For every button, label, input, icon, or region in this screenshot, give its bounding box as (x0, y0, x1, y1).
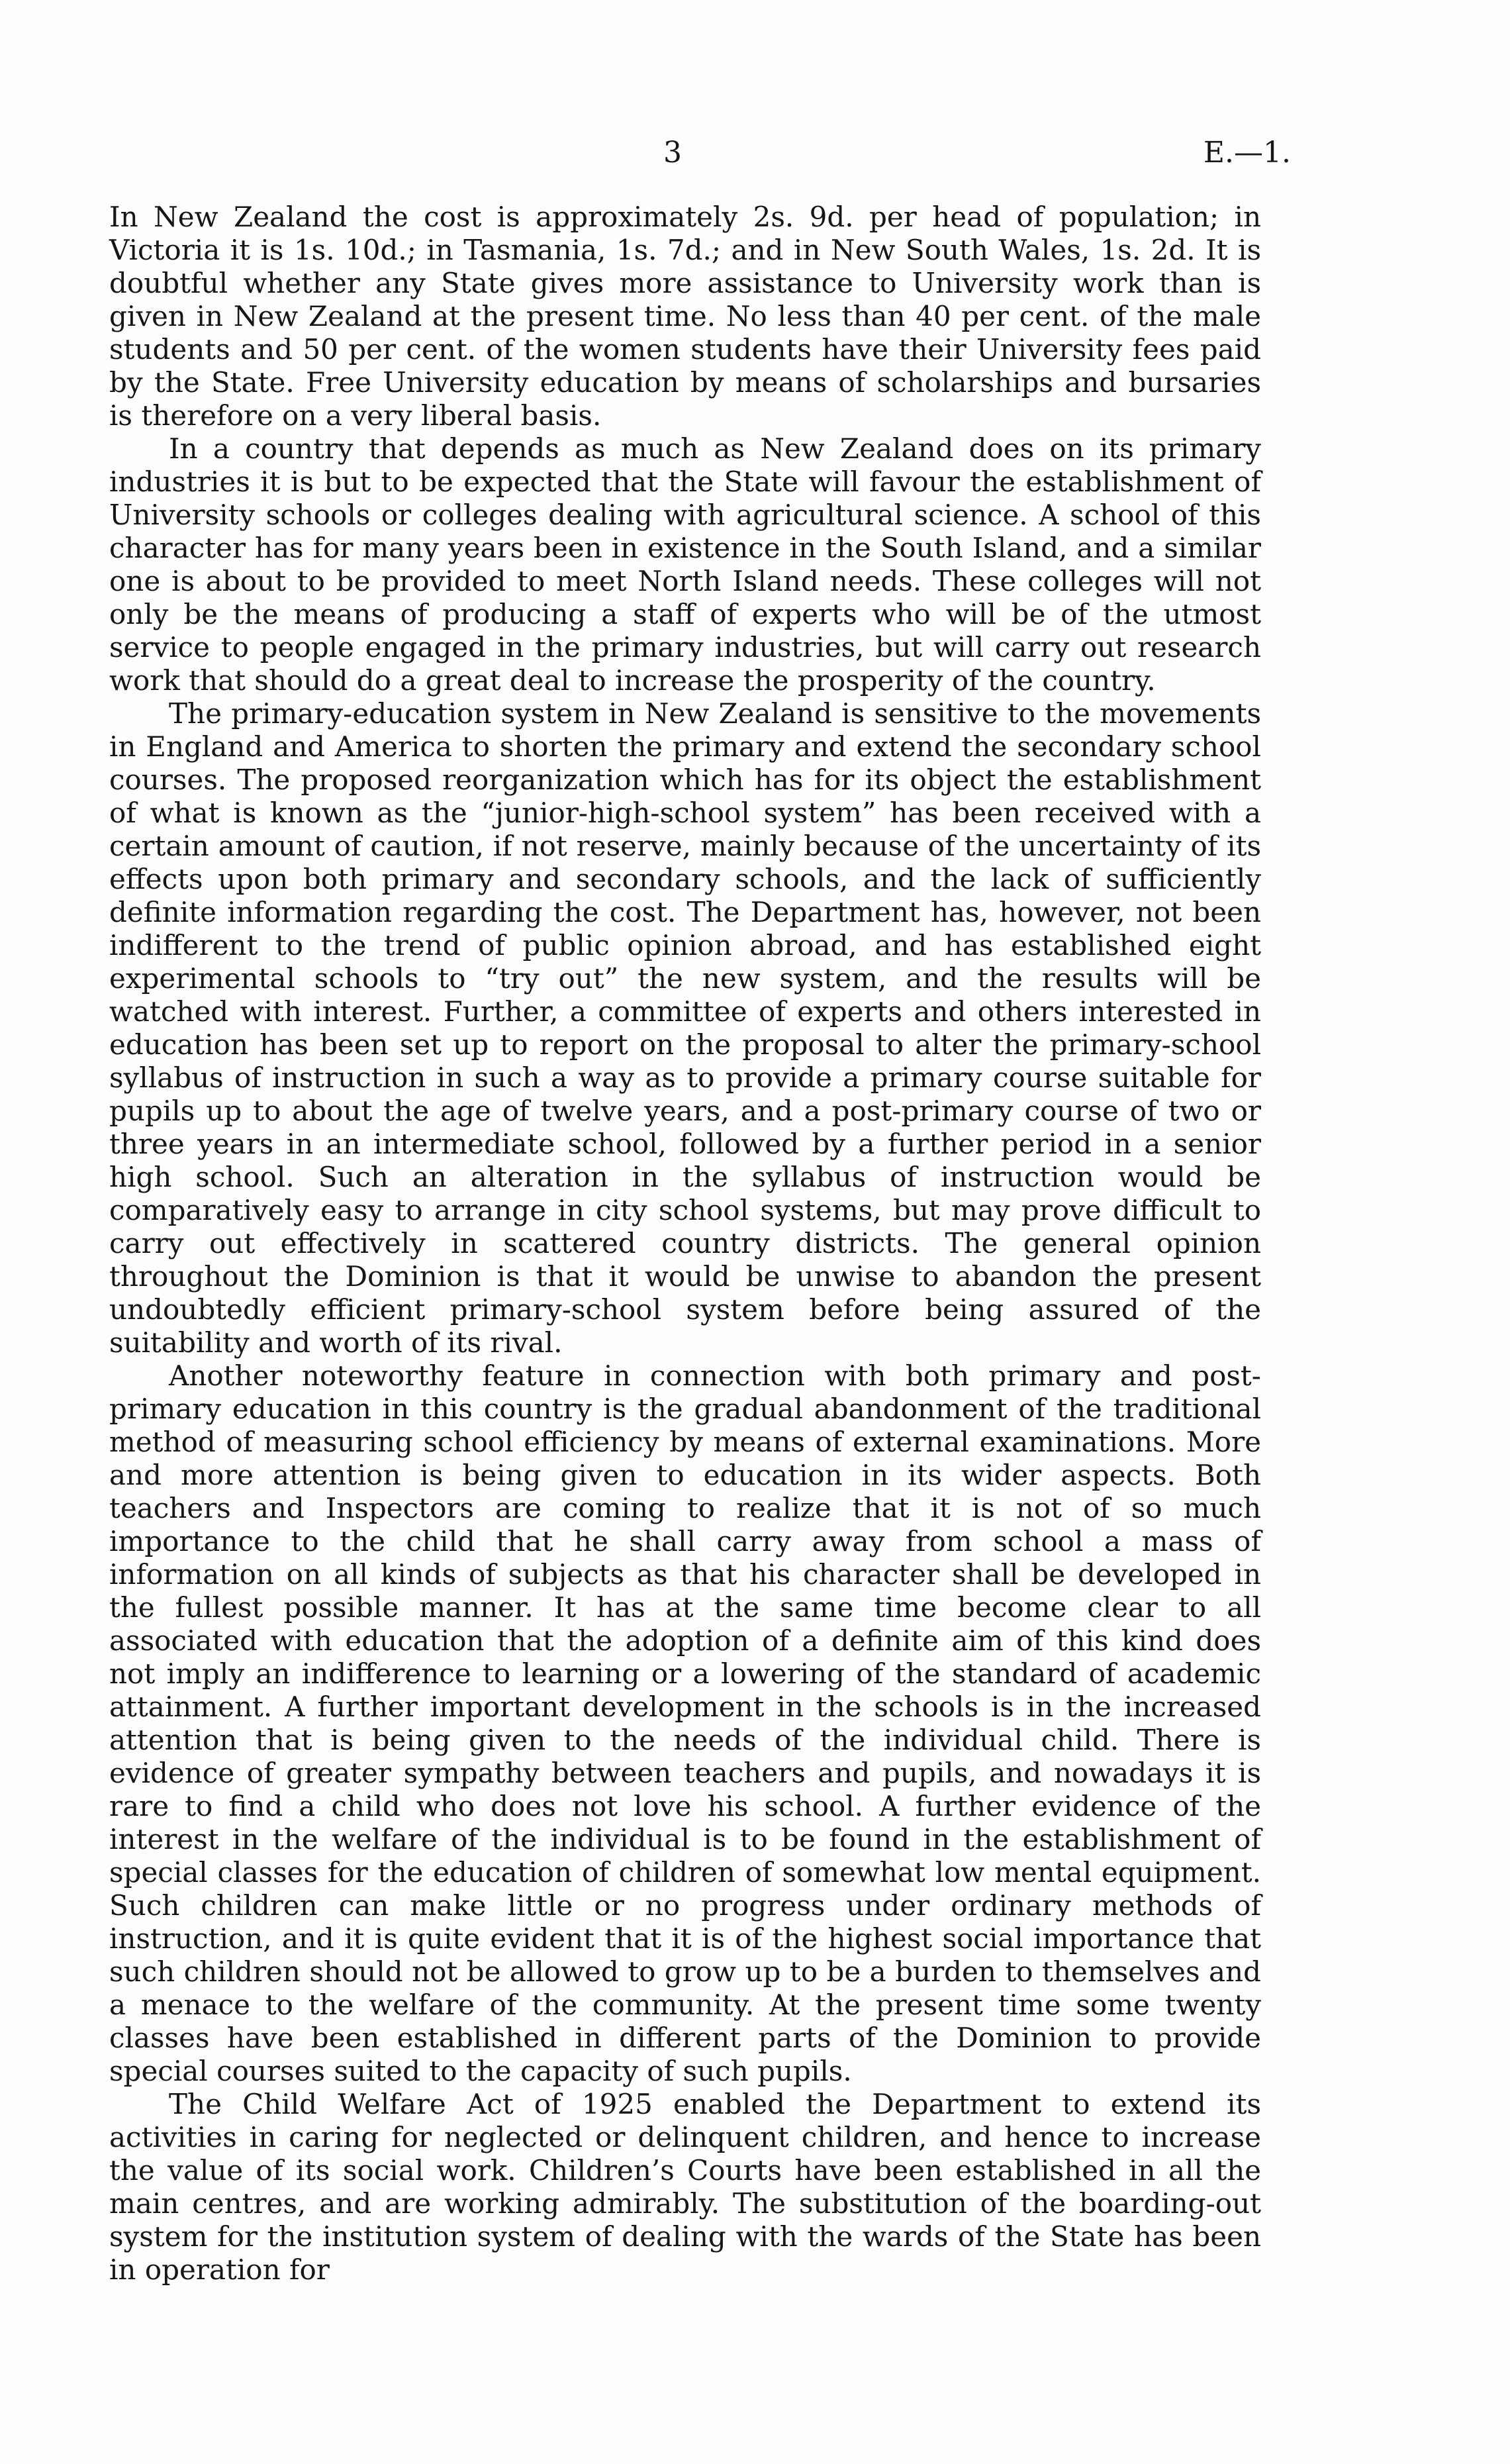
body-text (109, 201, 1261, 2287)
page-header (99, 136, 1291, 175)
page-number: 3 (663, 136, 682, 170)
paragraph-junior-high-school: The primary-education system in New Zealand is sensitive to the movements in England and America to shorten the primary and extend the secondary school courses. The proposed reorganization which has for its object the establishment of what is known as the “junior-high-school system” has been received with a certain amount of caution, if not reserve, mainly because of the uncertainty of its effects upon both primary and secondary schools, and the lack of sufficiently definite information regarding the cost. The Department has, however, not been indifferent to the trend of public opinion abroad, and has established eight experimental schools to “try out” the new system, and the results will be watched with interest. Further, a committee of experts and others interested in education has been set up to report on the proposal to alter the primary-school syllabus of instruction in such a way as to provide a primary course suitable for pupils up to about the age of twelve years, and a post-primary course of two or three years in an intermediate school, followed by a further period in a senior high school. Such an alteration in the syllabus of instruction would be comparatively easy to arrange in city school systems, but may prove difficult to carry out effectively in scattered country districts. The general opinion throughout the Dominion is that it would be unwise to abandon the present undoubtedly efficient primary-school system before being assured of the suitability and worth of its rival. (109, 697, 1261, 1359)
paragraph-agricultural-colleges: In a country that depends as much as New Zealand does on its primary industries it is but to be expected that the State will favour the establishment of University schools or colleges dealing with agricultural science. A school of this character has for many years been in existence in the South Island, and a similar one is about to be provided to meet North Island needs. These colleges will not only be the means of producing a staff of experts who will be of the utmost service to people engaged in the primary industries, but will carry out research work that should do a great deal to increase the prosperity of the country. (109, 432, 1261, 697)
report-code: E.—1. (1203, 136, 1291, 170)
paragraph-child-welfare: The Child Welfare Act of 1925 enabled the Department to extend its activities in caring for neglected or delinquent children, and hence to increase the value of its social work. Children’s Courts have been established in all the main centres, and are working admirably. The substitution of the boarding-out system for the institution system of dealing with the wards of the State has been in operation for (109, 2088, 1261, 2286)
paragraph-school-efficiency: Another noteworthy feature in connection with both primary and post-primary education in this country is the gradual abandonment of the traditional method of measuring school efficiency by means of external examinations. More and more attention is being given to education in its wider aspects. Both teachers and Inspectors are coming to realize that it is not of so much importance to the child that he shall carry away from school a mass of information on all kinds of subjects as that his character shall be developed in the fullest possible manner. It has at the same time become clear to all associated with education that the adoption of a definite aim of this kind does not imply an indifference to learning or a lowering of the standard of academic attainment. A further important development in the schools is in the increased attention that is being given to the needs of the individual child. There is evidence of greater sympathy between teachers and pupils, and nowadays it is rare to find a child who does not love his school. A further evidence of the interest in the welfare of the individual is to be found in the establishment of special classes for the education of children of somewhat low mental equipment. Such children can make little or no progress under ordinary methods of instruction, and it is quite evident that it is of the highest social importance that such children should not be allowed to grow up to be a burden to themselves and a menace to the welfare of the community. At the present time some twenty classes have been established in different parts of the Dominion to provide special courses suited to the capacity of such pupils. (109, 1359, 1261, 2087)
paragraph-university-costs: In New Zealand the cost is approximately 2s. 9d. per head of population; in Victoria it is 1s. 10d.; in Tasmania, 1s. 7d.; and in New South Wales, 1s. 2d. It is doubtful whether any State gives more assistance to University work than is given in New Zealand at the present time. No less than 40 per cent. of the male students and 50 per cent. of the women students have their University fees paid by the State. Free University education by means of scholarships and bursaries is therefore on a very liberal basis. (109, 201, 1261, 432)
